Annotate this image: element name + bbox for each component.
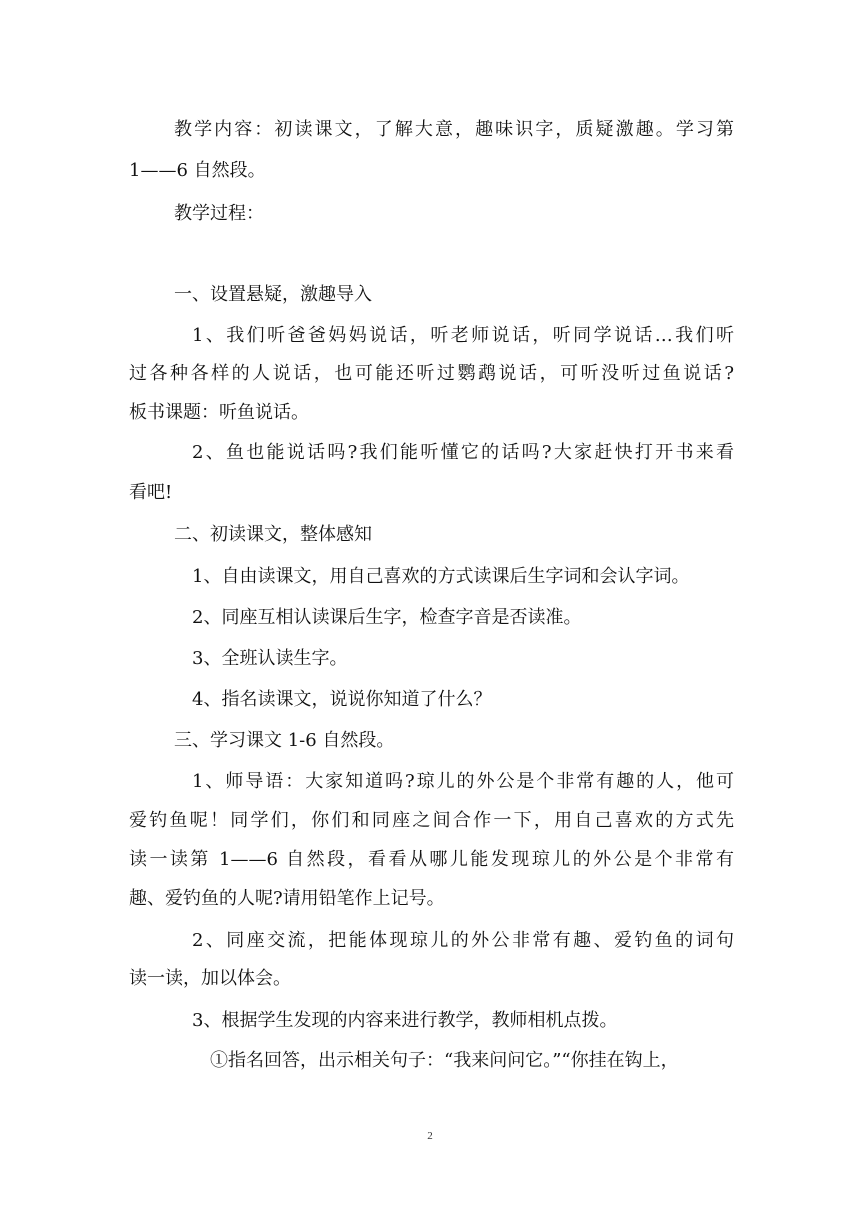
paragraph-line: 教学过程： — [174, 203, 264, 224]
paragraph-line: 板书课题：听鱼说话。 — [129, 402, 309, 423]
paragraph-line: 读一读，加以体会。 — [129, 968, 291, 989]
paragraph-line: 2、同座互相认读课后生字，检查字音是否读准。 — [192, 607, 582, 628]
section-heading: 一、设置悬疑，激趣导入 — [174, 284, 372, 305]
page-number: 2 — [427, 1130, 433, 1142]
paragraph-line: 1、师导语：大家知道吗?琼儿的外公是个非常有趣的人，他可 — [192, 771, 734, 792]
paragraph-line: 3、全班认读生字。 — [192, 648, 348, 669]
paragraph-line: 过各种各样的人说话，也可能还听过鹦鹉说话，可听没听过鱼说话? — [129, 363, 734, 384]
paragraph-line: 教学内容：初读课文，了解大意，趣味识字，质疑激趣。学习第 — [174, 119, 734, 140]
paragraph-line: 趣、爱钓鱼的人呢?请用铅笔作上记号。 — [129, 888, 445, 909]
paragraph-line: 1——6 自然段。 — [129, 160, 266, 181]
paragraph-line: 2、鱼也能说话吗?我们能听懂它的话吗?大家赶快打开书来看 — [192, 442, 734, 463]
paragraph-line: 3、根据学生发现的内容来进行教学，教师相机点拨。 — [192, 1010, 618, 1031]
paragraph-line: 读一读第 1——6 自然段，看看从哪儿能发现琼儿的外公是个非常有 — [129, 849, 734, 870]
section-heading: 三、学习课文 1-6 自然段。 — [174, 730, 395, 751]
paragraph-line: 爱钓鱼呢！同学们，你们和同座之间合作一下，用自己喜欢的方式先 — [129, 810, 734, 831]
paragraph-line: ①指名回答，出示相关句子：“我来问问它。”“你挂在钩上， — [210, 1050, 679, 1071]
paragraph-line: 看吧! — [129, 482, 173, 503]
paragraph-line: 2、同座交流，把能体现琼儿的外公非常有趣、爱钓鱼的词句 — [192, 930, 734, 951]
paragraph-line: 4、指名读课文，说说你知道了什么？ — [192, 689, 492, 710]
paragraph-line: 1、自由读课文，用自己喜欢的方式读课后生字词和会认字词。 — [192, 566, 690, 587]
paragraph-line: 1、我们听爸爸妈妈说话，听老师说话，听同学说话…我们听 — [192, 325, 734, 346]
section-heading: 二、初读课文，整体感知 — [174, 524, 372, 545]
